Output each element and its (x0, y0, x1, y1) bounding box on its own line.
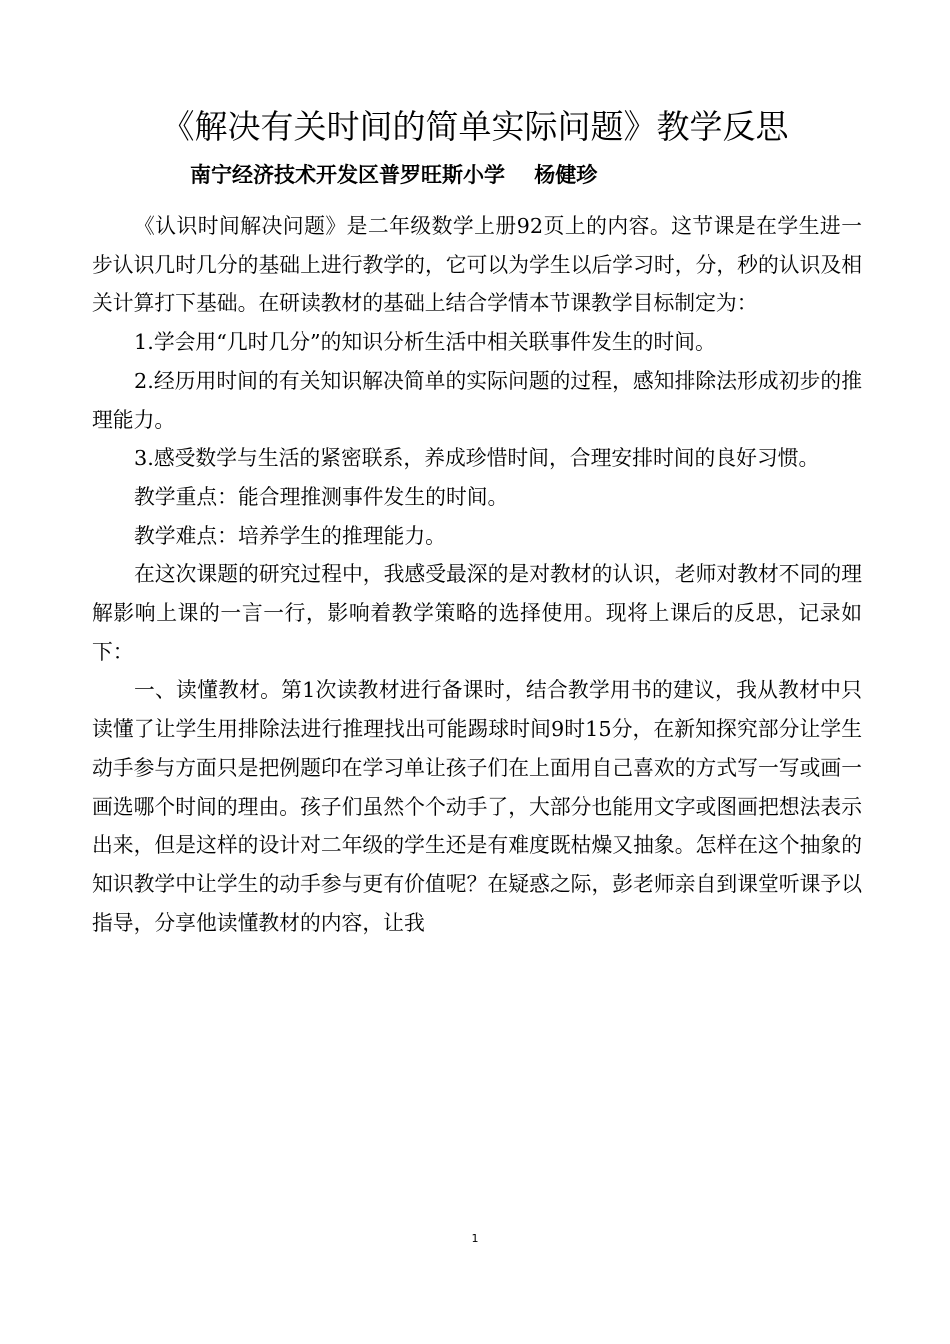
paragraph-reflection-intro: 在这次课题的研究过程中，我感受最深的是对教材的认识，老师对教材不同的理解影响上课的一言一行，影响着教学策略的选择使用。现将上课后的反思，记录如下： (92, 562, 862, 664)
page-number: 1 (471, 1232, 479, 1245)
paragraph-goal-1: 1.学会用“几时几分”的知识分析生活中相关联事件发生的时间。 (134, 330, 716, 355)
author-line: 南宁经济技术开发区普罗旺斯小学 杨健珍 (190, 163, 598, 187)
paragraph-section-1: 一、读懂教材。第1次读教材进行备课时，结合教学用书的建议，我从教材中只读懂了让学生用排除法进行推理找出可能踢球时间9时15分，在新知探究部分让学生动手参与方面只是把例题印在学习单让孩子们在上面用自己喜欢的方式写一写或画一画选哪个时间的理由。孩子们虽然个个动手了，大部分也能用文字或图画把想法表示出来，但是这样的设计对二年级的学生还是有难度既枯燥又抽象。怎样在这个抽象的知识教学中让学生的动手参与更有价值呢？在疑惑之际，彭老师亲自到课堂听课予以指导，分享他读懂教材的内容，让我 (92, 678, 862, 935)
paragraph-key-point: 教学重点：能合理推测事件发生的时间。 (134, 484, 509, 509)
document-title: 《解决有关时间的简单实际问题》教学反思 (161, 107, 789, 146)
paragraph-difficulty: 教学难点：培养学生的推理能力。 (134, 523, 446, 548)
paragraph-goal-3: 3.感受数学与生活的紧密联系，养成珍惜时间，合理安排时间的良好习惯。 (134, 446, 820, 471)
paragraph-intro: 《认识时间解决问题》是二年级数学上册92页上的内容。这节课是在学生进一步认识几时几分的基础上进行教学的，它可以为学生以后学习时，分，秒的认识及相关计算打下基础。在研读教材的基础上结合学情本节课教学目标制定为： (92, 214, 862, 316)
paragraph-goal-2: 2.经历用时间的有关知识解决简单的实际问题的过程，感知排除法形成初步的推理能力。 (92, 368, 862, 432)
document-body (92, 207, 862, 942)
